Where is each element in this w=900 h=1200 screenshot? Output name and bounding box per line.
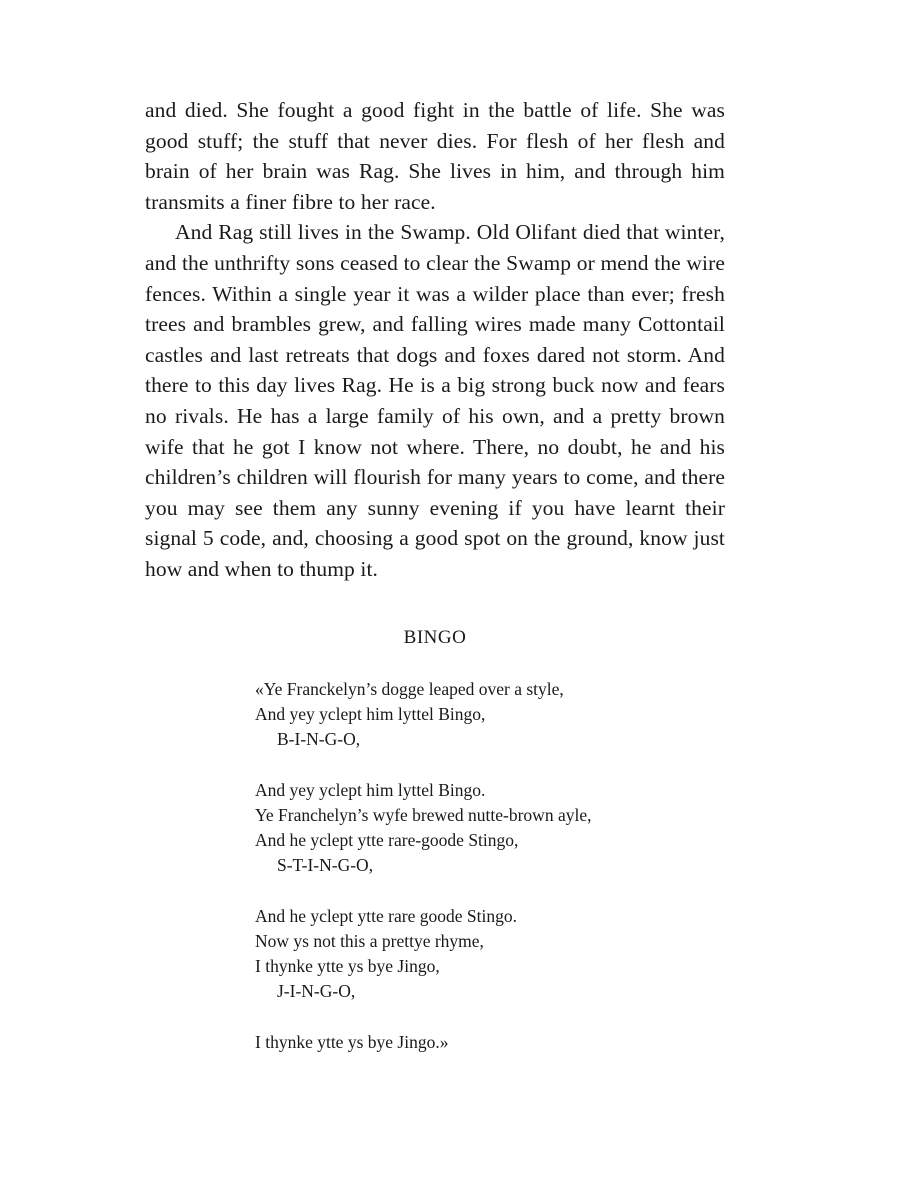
- poem-stanza: [255, 1030, 725, 1055]
- paragraph: And Rag still lives in the Swamp. Old Olifant died that winter, and the unthrifty sons ceased to clear the Swamp or mend the wire fences. Within a single year it was a wilder place than ever; fresh trees and brambles grew, and falling wires made many Cottontail castles and last retreats that dogs and foxes dared not storm. And there to this day lives Rag. He is a big strong buck now and fears no rivals. He has a large family of his own, and a pretty brown wife that he got I know not where. There, no doubt, he and his children’s children will flourish for many years to come, and there you may see them any sunny evening if you have learnt their signal 5 code, and, choosing a good spot on the ground, know just how and when to thump it.: [145, 220, 725, 581]
- poem-line: And he yclept ytte rare goode Stingo.: [255, 905, 517, 926]
- poem-line: And yey yclept him lyttel Bingo,: [255, 703, 486, 724]
- poem-line: I thynke ytte ys bye Jingo,: [255, 955, 440, 976]
- page-content: [145, 95, 725, 1055]
- poem-line: Now ys not this a prettye rhyme,: [255, 930, 484, 951]
- poem-stanza: [255, 778, 725, 878]
- poem-line: Ye Franchelyn’s wyfe brewed nutte-brown ayle,: [255, 804, 592, 825]
- poem-block: [255, 677, 725, 1055]
- chapter-title: BINGO: [403, 626, 467, 648]
- poem-line: «Ye Franckelyn’s dogge leaped over a style,: [255, 678, 564, 699]
- poem-line: S-T-I-N-G-O,: [277, 854, 374, 875]
- poem-line: I thynke ytte ys bye Jingo.»: [255, 1031, 449, 1052]
- poem-stanza: [255, 677, 725, 752]
- poem-stanza: [255, 904, 725, 1004]
- poem-line: And he yclept ytte rare-goode Stingo,: [255, 829, 519, 850]
- poem-line: And yey yclept him lyttel Bingo.: [255, 779, 486, 800]
- poem-line: B-I-N-G-O,: [277, 728, 361, 749]
- poem-line: J-I-N-G-O,: [277, 980, 356, 1001]
- paragraph-continuation: and died. She fought a good fight in the battle of life. She was good stuff; the stuff that never dies. For flesh of her flesh and brain of her brain was Rag. She lives in him, and through him transmits a finer fibre to her race.: [145, 98, 725, 214]
